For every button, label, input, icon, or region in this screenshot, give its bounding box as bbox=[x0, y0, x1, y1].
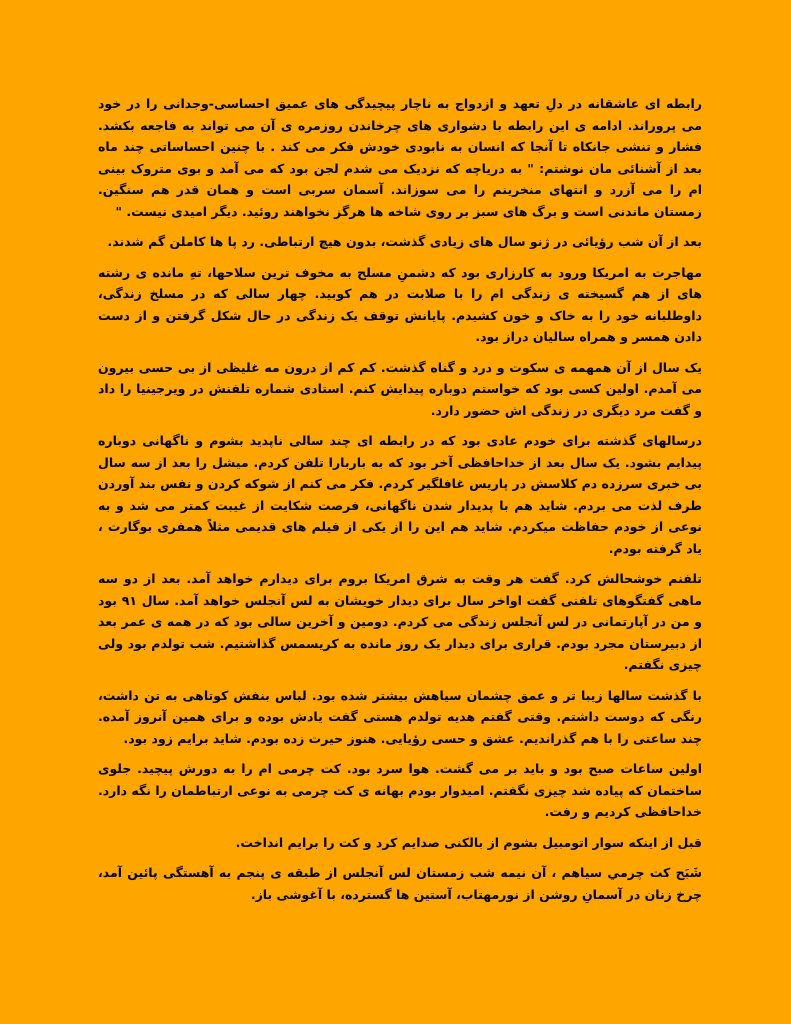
document-body bbox=[98, 93, 702, 914]
paragraph-2: بعد از آن شب رؤیائی در ژنو سال های زیادی گذشت، بدون هیچ ارتباطی. رد پا ها کاملن گم شدند. bbox=[107, 234, 702, 249]
paragraph-4: یک سال از آن همهمه ی سکوت و درد و گناه گذشت. کم کم از درون مه غلیظی از بی حسی بیرون می آمدم. اولین کسی بود که خواستم دوباره پیدایش کنم. استادی شماره تلفنش در ویرجینیا را داد و گفت مرد دیگری در زندگی اش حضور دارد. bbox=[98, 359, 702, 418]
paragraph-5: درسالهای گذشته برای خودم عادی بود که در رابطه ای چند سالی ناپدید بشوم و ناگهانی دوباره پیدایم بشود. یک سال بعد از خداحافظی آخر بود که به باربارا تلفن کردم. میشل را بعد از سه سال بی خبری سرزده دم کلاسش در پاریس غافلگیر کردم. فکر می کنم از شوکه کردن و نفس بند آوردن طرف لذت می بردم. شاید هم با پدیدار شدن ناگهانی، فرصت شکایت از غیبت کمتر می شد و به نوعی از خودم حفاظت میکردم. شاید هم این را از یکی از فیلم های قدیمی مثلاً همفری بوگارت ، یاد گرفته بودم. bbox=[98, 433, 702, 556]
paragraph-3: مهاجرت به امریکا ورود به کارزاری بود که دشمنِ مسلح به مخوف ترین سلاحها، تهِ مانده ی رشته های از هم گسیخته ی زندگی ام را با صلابت در هم کوبید. چهار سالی که در مسلخ زندگی، داوطلبانه خود را به خاک و خون کشیدم. پایانش توقف یک زندگی در حال شکل گرفتن و از دست دادن همسر و همراه سالیان دراز بود. bbox=[98, 264, 702, 344]
paragraph-7: با گذشت سالها زیبا تر و عمق چشمان سیاهش بیشتر شده بود. لباس بنفش کوتاهی به تن داشت، رنگی که دوست داشتم. وقتی گفتم هدیه تولدم هستی گفت یادش بوده و برای همین آنروز آمده. چند ساعتی را با هم گذراندیم. عشق و حسی رؤیایی. هنوز حیرت زده بودم. شاید برایم زود بود. bbox=[98, 687, 702, 746]
paragraph-1: رابطه ای عاشقانه در دلِ تعهد و ازدواج به ناچار پیچیدگی های عمیق احساسی-وجدانی را در خود می پروراند. ادامه ی این رابطه با دشواری های چرخاندن روزمره ی آن می تواند به فاجعه بکشد. فشار و تنشی جانکاه تا آنجا که انسان به نابودی خودش فکر می کند . با چنین احساساتی چند ماه بعد از آشنائی مان نوشتم: " به دریاچه که نزدیک می شدم لجن بود که می آمد و بوی متروک بینی ام را می آزرد و انتهای منخرینم را می سوزاند. آسمان سربی است و همان قدر هم سنگین. زمستان ماندنی است و برگ های سبز بر روی شاخه ها هرگز نخواهند روئید. دیگر امیدی نیست. " bbox=[98, 96, 702, 219]
paragraph-10: شَبَح کت چرمي سیاهم ، آن نیمه شب زمستان لس آنجلس از طبقه ی پنجم به آهستگی پائین آمد، چرخ زنان در آسمانِ روشن از نورمهتاب، آستین ها گسترده، با آغوشی باز. bbox=[98, 865, 702, 902]
paragraph-6: تلفنم خوشحالش کرد. گفت هر وقت به شرق امریکا بروم برای دیدارم خواهد آمد. بعد از دو سه ماهی گفتگوهای تلفنی گفت اواخر سال برای دیدار خویشان به لس آنجلس خواهد آمد. سال ۹۱ بود و من در آپارتمانی در لس آنجلس زندگی می کردم. دومین و آخرین سالی بود که در همه ی عمر بعد از دبیرستان مجرد بودم. قراری برای دیدار یک روز مانده به کریسمس گذاشتیم. شب تولدم بود ولی چیزی نگفتم. bbox=[98, 571, 702, 672]
paragraph-9: قبل از اینکه سوار اتومبیل بشوم از بالکنی صدایم کرد و کت را برایم انداخت. bbox=[235, 834, 702, 850]
paragraph-8: اولین ساعات صبح بود و باید بر می گشت. هوا سرد بود. کت چرمی ام را به دورش پیچید. جلوی ساختمان که پیاده شد چیزی نگفتم. امیدوار بودم بهانه ی کت چرمی به نوعی ارتباطمان را نگه دارد. خداحافظی کردیم و رفت. bbox=[98, 761, 702, 819]
